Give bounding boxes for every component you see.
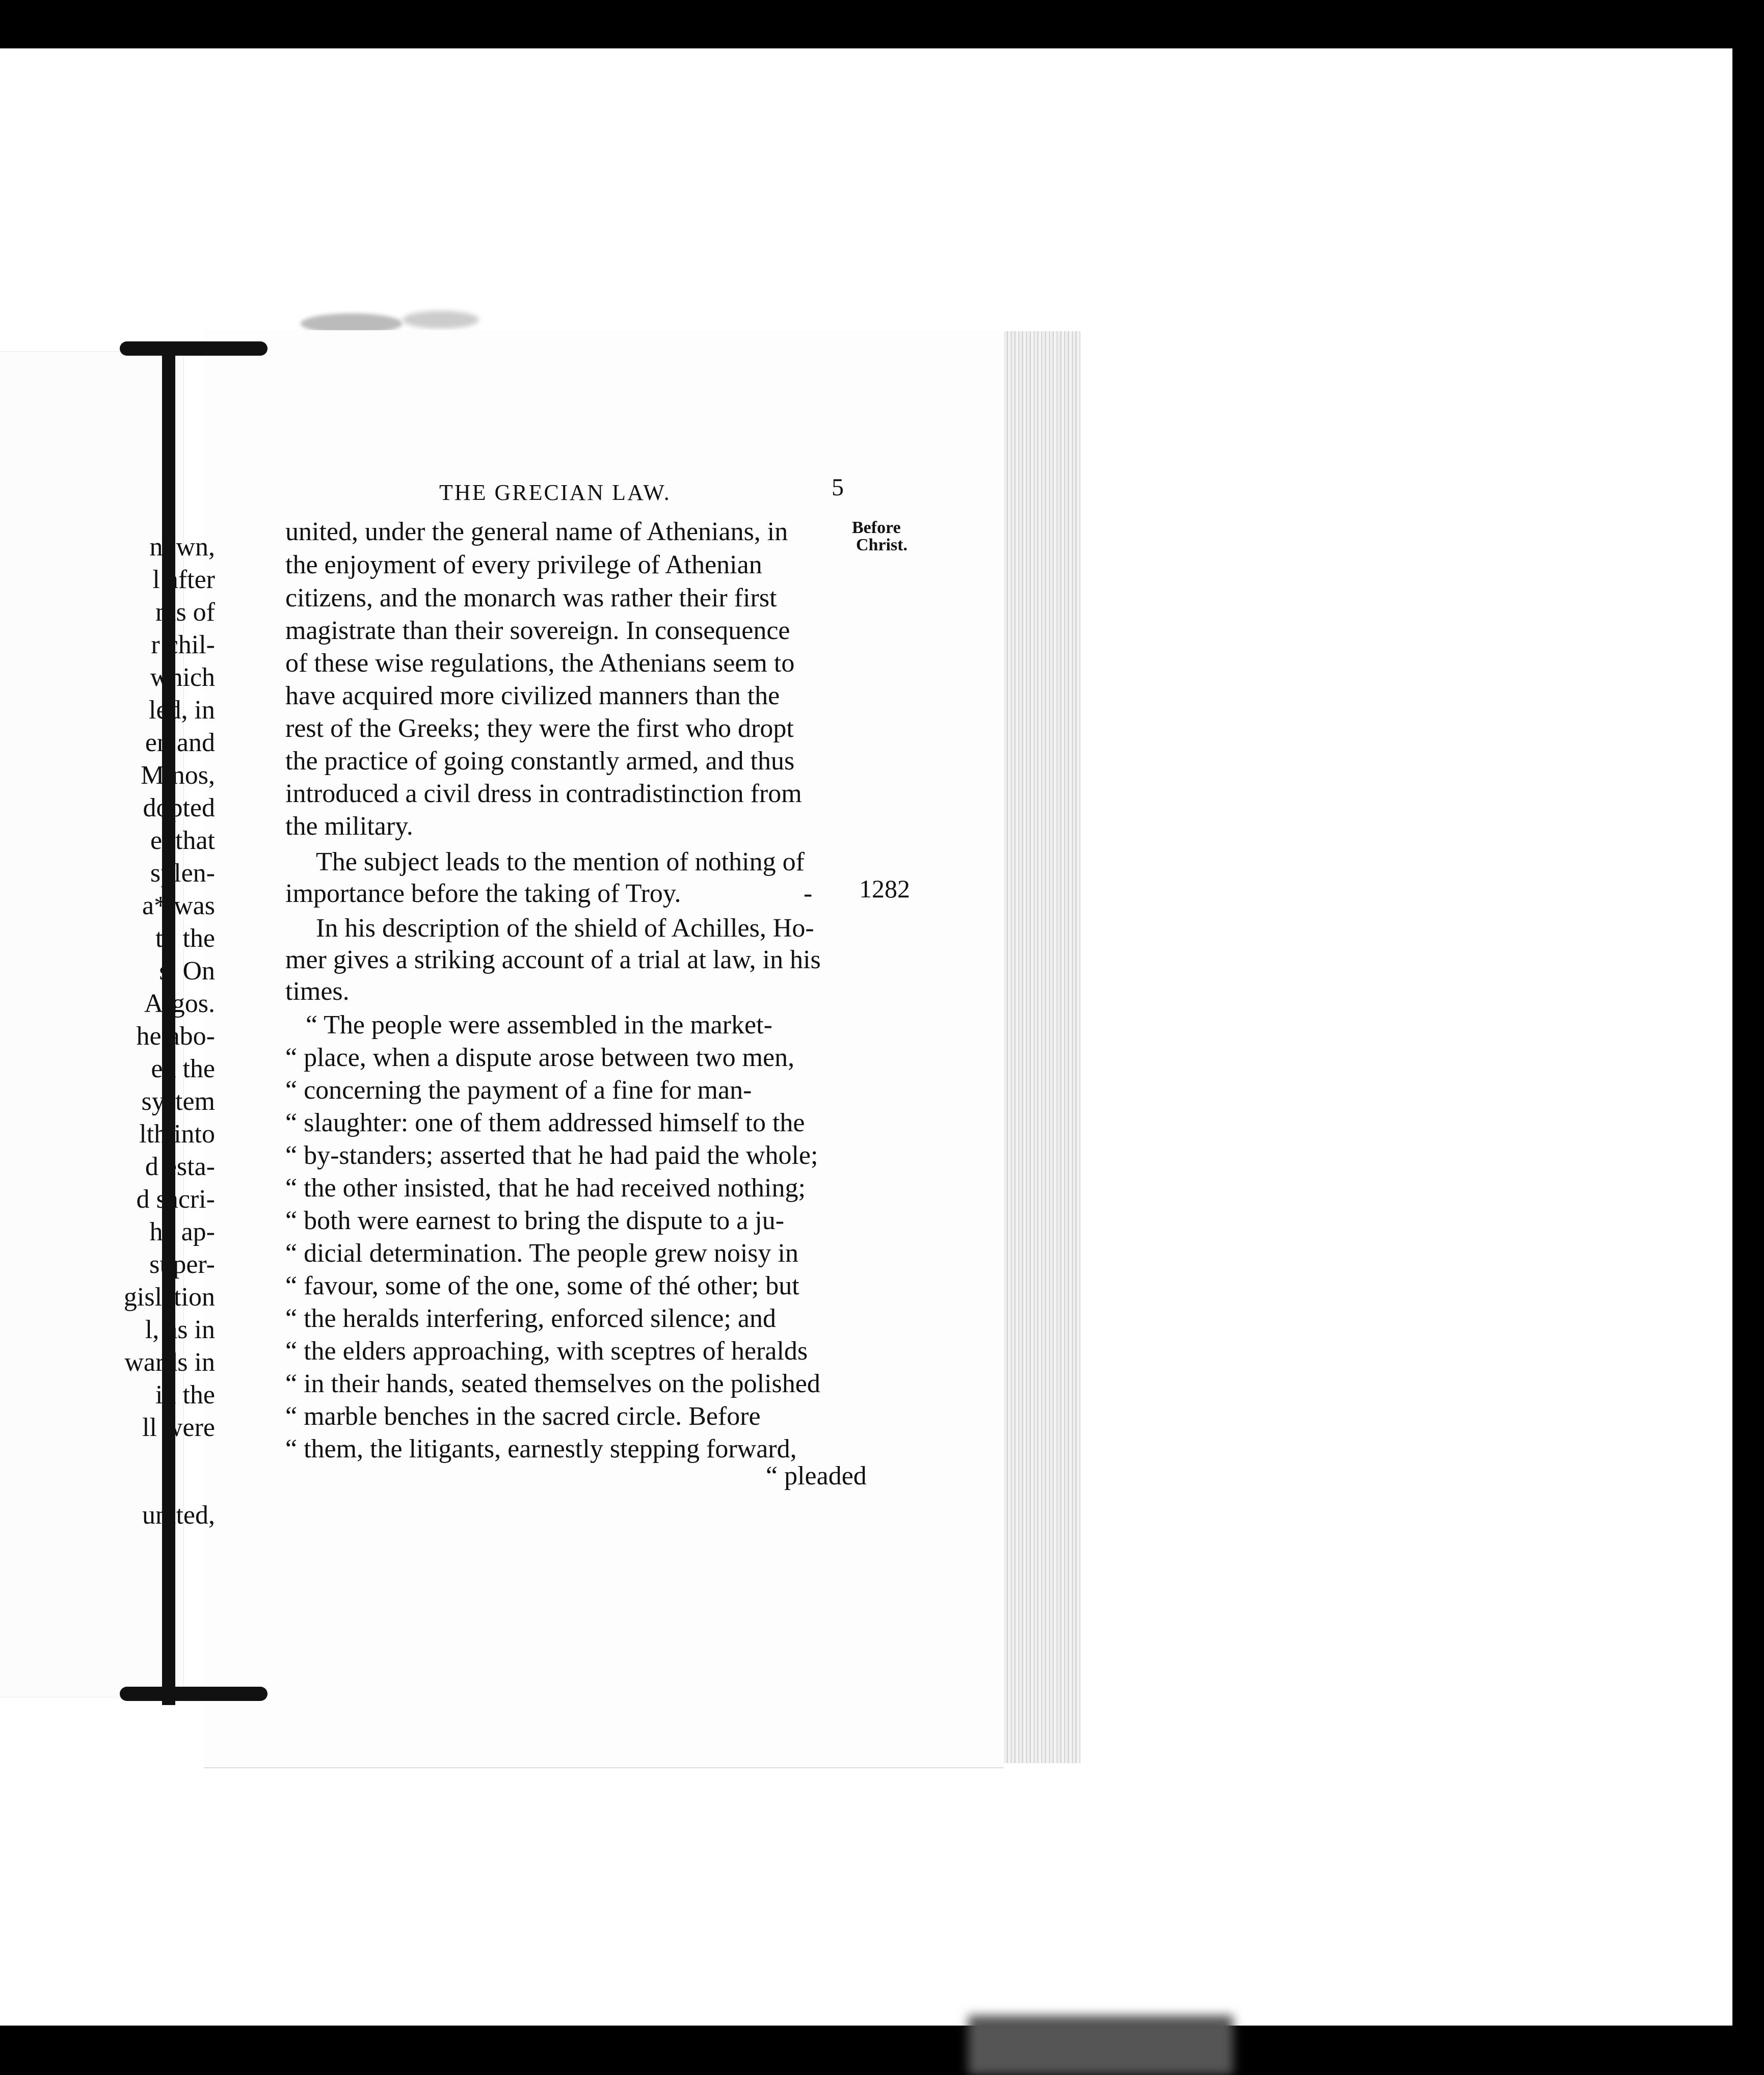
margin-year: 1282 xyxy=(859,874,910,903)
page-number: 5 xyxy=(832,474,844,501)
catchword: “ pleaded xyxy=(766,1461,867,1491)
text-line: the enjoyment of every privilege of Athenian xyxy=(285,550,762,579)
left-page-line: Minos, xyxy=(141,761,215,790)
page-shadow xyxy=(968,2015,1233,2075)
text-line: the military. xyxy=(285,812,413,841)
left-page-line: lth into xyxy=(139,1120,215,1149)
text-line: mer gives a striking account of a trial at law, in his xyxy=(285,945,821,974)
text-line: “ dicial determination. The people grew noisy in xyxy=(285,1239,798,1268)
left-page-line: to the xyxy=(155,924,215,953)
left-page-line: d sacri- xyxy=(136,1185,215,1214)
gutter-clamp-bottom xyxy=(120,1687,268,1701)
text-line: rest of the Greeks; they were the first who dropt xyxy=(285,714,794,743)
text-line: have acquired more civilized manners than the xyxy=(285,681,780,710)
left-page-line: ed the xyxy=(151,1054,215,1083)
text-line: “ both were earnest to bring the dispute to a ju- xyxy=(285,1206,785,1235)
text-line: In his description of the shield of Achilles, Ho- xyxy=(316,914,814,943)
left-page-line: s. On xyxy=(159,956,215,986)
left-page-line: e, that xyxy=(150,826,215,855)
text-line: “ marble benches in the sacred circle. Before xyxy=(285,1402,761,1431)
margin-note-christ: Christ. xyxy=(856,536,908,554)
left-page-line: which xyxy=(150,663,215,692)
text-line: times. xyxy=(285,977,350,1006)
text-line: “ concerning the payment of a fine for man- xyxy=(285,1076,752,1105)
left-page-line: he ap- xyxy=(149,1217,215,1246)
left-page-line: ll were xyxy=(142,1413,215,1442)
left-page-line: d esta- xyxy=(145,1152,215,1181)
text-line: importance before the taking of Troy. xyxy=(285,879,681,908)
text-line: the practice of going constantly armed, and thus xyxy=(285,747,795,776)
text-line: “ The people were assembled in the market- xyxy=(306,1010,772,1040)
text-line: united, under the general name of Athenians, in xyxy=(285,517,788,546)
text-line: “ slaughter: one of them addressed himself to the xyxy=(285,1108,805,1137)
gutter-clamp-top xyxy=(120,341,268,356)
text-line: The subject leads to the mention of nothing of xyxy=(316,847,805,876)
left-page-catchword: united, xyxy=(142,1501,215,1530)
left-page-line: Argos. xyxy=(144,989,215,1018)
running-head: THE GRECIAN LAW. xyxy=(439,480,671,505)
left-page-line: super- xyxy=(149,1250,215,1279)
left-page-line: wards in xyxy=(124,1348,215,1377)
text-line: “ place, when a dispute arose between two men, xyxy=(285,1043,795,1072)
film-right-border xyxy=(1732,0,1764,2075)
left-page-line: splen- xyxy=(150,859,215,888)
text-line: of these wise regulations, the Athenians seem to xyxy=(285,649,795,678)
left-page-line: en and xyxy=(145,728,215,757)
page-shadow xyxy=(403,311,479,329)
left-page-line: dopted xyxy=(143,793,215,822)
left-page-line: ms of xyxy=(155,598,215,627)
text-line: “ in their hands, seated themselves on the polished xyxy=(285,1369,820,1398)
text-line: citizens, and the monarch was rather their first xyxy=(285,583,777,613)
text-line: “ the heralds interfering, enforced silence; and xyxy=(285,1304,776,1333)
troy-dash: - xyxy=(804,879,813,908)
text-line: “ the other insisted, that he had received nothing; xyxy=(285,1174,806,1203)
left-page-line: in the xyxy=(155,1380,215,1409)
left-page-line: he abo- xyxy=(136,1022,215,1051)
text-line: “ them, the litigants, earnestly stepping forward, xyxy=(285,1434,797,1464)
left-page-line: system xyxy=(141,1087,215,1116)
text-line: “ by-standers; asserted that he had paid the whole; xyxy=(285,1141,818,1170)
left-page-line: led, in xyxy=(149,696,215,725)
left-page-line: a* was xyxy=(142,891,215,920)
text-line: “ the elders approaching, with sceptres of heralds xyxy=(285,1337,808,1366)
text-line: “ favour, some of the one, some of thé other; but xyxy=(285,1271,799,1300)
left-page-line: l, as in xyxy=(145,1315,215,1344)
left-page-line: gislation xyxy=(123,1283,215,1312)
text-line: magistrate than their sovereign. In consequence xyxy=(285,616,790,645)
left-page-line: nown, xyxy=(149,533,215,562)
text-line: introduced a civil dress in contradistinction from xyxy=(285,779,802,808)
left-page-line: r chil- xyxy=(151,630,215,659)
margin-note-before: Before xyxy=(852,518,901,537)
left-page-line: l after xyxy=(152,565,215,594)
